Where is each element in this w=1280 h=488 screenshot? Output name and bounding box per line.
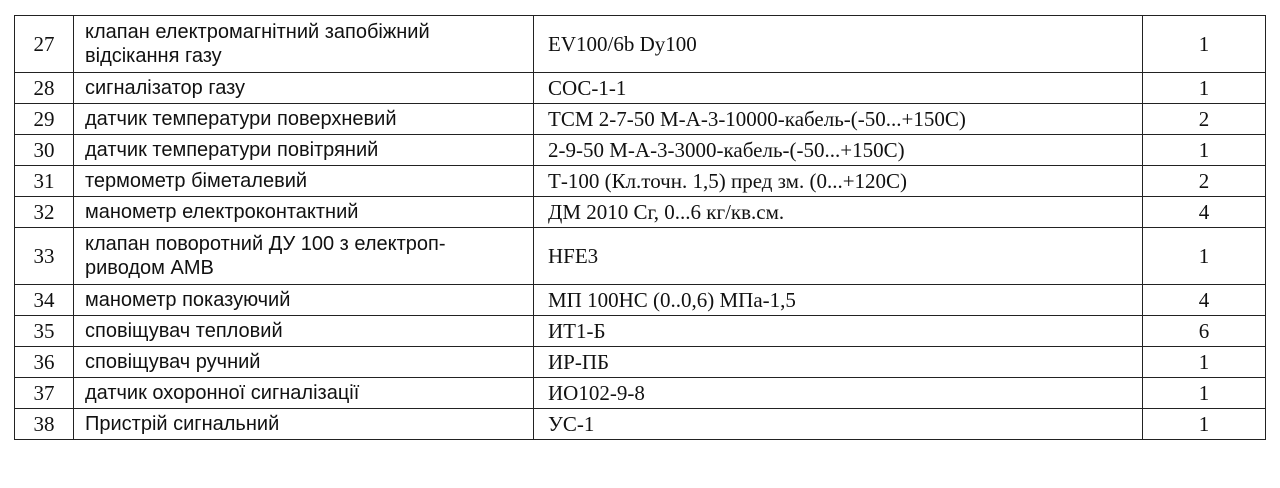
device-quantity: 1 — [1143, 378, 1266, 409]
device-name-line: відсікання газу — [85, 45, 222, 67]
device-name-line: риводом АМВ — [85, 257, 214, 279]
device-model: УС-1 — [534, 409, 1143, 440]
row-number: 37 — [15, 378, 74, 409]
device-name-line: клапан поворотний ДУ 100 з електроп- — [85, 233, 446, 255]
device-quantity: 1 — [1143, 73, 1266, 104]
row-number: 27 — [15, 16, 74, 73]
device-model: ДМ 2010 Сг, 0...6 кг/кв.см. — [534, 197, 1143, 228]
device-name-line: термометр біметалевий — [85, 170, 308, 192]
table-row — [15, 104, 1266, 135]
device-name — [74, 316, 534, 347]
device-quantity: 4 — [1143, 285, 1266, 316]
device-name-line: сигналізатор газу — [85, 77, 246, 99]
device-quantity: 1 — [1143, 135, 1266, 166]
device-model: HFE3 — [534, 228, 1143, 285]
row-number: 30 — [15, 135, 74, 166]
table-row — [15, 228, 1266, 285]
device-name — [74, 73, 534, 104]
device-quantity: 2 — [1143, 166, 1266, 197]
table-row — [15, 285, 1266, 316]
device-model: EV100/6b Dy100 — [534, 16, 1143, 73]
row-number: 35 — [15, 316, 74, 347]
row-number: 28 — [15, 73, 74, 104]
device-name — [74, 409, 534, 440]
row-number: 32 — [15, 197, 74, 228]
device-quantity: 2 — [1143, 104, 1266, 135]
table-row — [15, 409, 1266, 440]
device-name-line: датчик температури поверхневий — [85, 108, 397, 130]
device-name-line: датчик температури повітряний — [85, 139, 379, 161]
device-model: Т-100 (Кл.точн. 1,5) пред зм. (0...+120С) — [534, 166, 1143, 197]
device-name-line: манометр електроконтактний — [85, 201, 359, 223]
row-number: 29 — [15, 104, 74, 135]
device-quantity: 1 — [1143, 228, 1266, 285]
device-quantity: 1 — [1143, 409, 1266, 440]
device-name-line: Пристрій сигнальний — [85, 413, 280, 435]
device-name — [74, 285, 534, 316]
table-row — [15, 316, 1266, 347]
device-model: СОС-1-1 — [534, 73, 1143, 104]
table-row — [15, 197, 1266, 228]
table-row — [15, 347, 1266, 378]
row-number: 36 — [15, 347, 74, 378]
device-model: ИТ1-Б — [534, 316, 1143, 347]
device-quantity: 4 — [1143, 197, 1266, 228]
device-name — [74, 347, 534, 378]
device-model: ИО102-9-8 — [534, 378, 1143, 409]
device-name-line: сповіщувач тепловий — [85, 320, 283, 342]
device-model: ТСМ 2-7-50 М-А-3-10000-кабель-(-50...+150С) — [534, 104, 1143, 135]
device-name — [74, 16, 534, 73]
table-row — [15, 166, 1266, 197]
device-quantity: 6 — [1143, 316, 1266, 347]
device-name-line: сповіщувач ручний — [85, 351, 261, 373]
row-number: 34 — [15, 285, 74, 316]
device-name — [74, 228, 534, 285]
device-name-line: датчик охоронної сигналізації — [85, 382, 360, 404]
device-quantity: 1 — [1143, 16, 1266, 73]
row-number: 38 — [15, 409, 74, 440]
device-name — [74, 197, 534, 228]
device-name — [74, 378, 534, 409]
device-name — [74, 166, 534, 197]
row-number: 31 — [15, 166, 74, 197]
device-name-line: клапан електромагнітний запобіжний — [85, 21, 430, 43]
device-quantity: 1 — [1143, 347, 1266, 378]
table-body — [15, 16, 1266, 440]
device-model: ИР-ПБ — [534, 347, 1143, 378]
table-row — [15, 73, 1266, 104]
equipment-spec-table — [14, 15, 1266, 440]
device-name-line: манометр показуючий — [85, 289, 291, 311]
device-name — [74, 104, 534, 135]
device-model: 2-9-50 М-А-3-3000-кабель-(-50...+150С) — [534, 135, 1143, 166]
table-row — [15, 378, 1266, 409]
device-model: МП 100НС (0..0,6) МПа-1,5 — [534, 285, 1143, 316]
device-name — [74, 135, 534, 166]
row-number: 33 — [15, 228, 74, 285]
table-row — [15, 16, 1266, 73]
table-row — [15, 135, 1266, 166]
